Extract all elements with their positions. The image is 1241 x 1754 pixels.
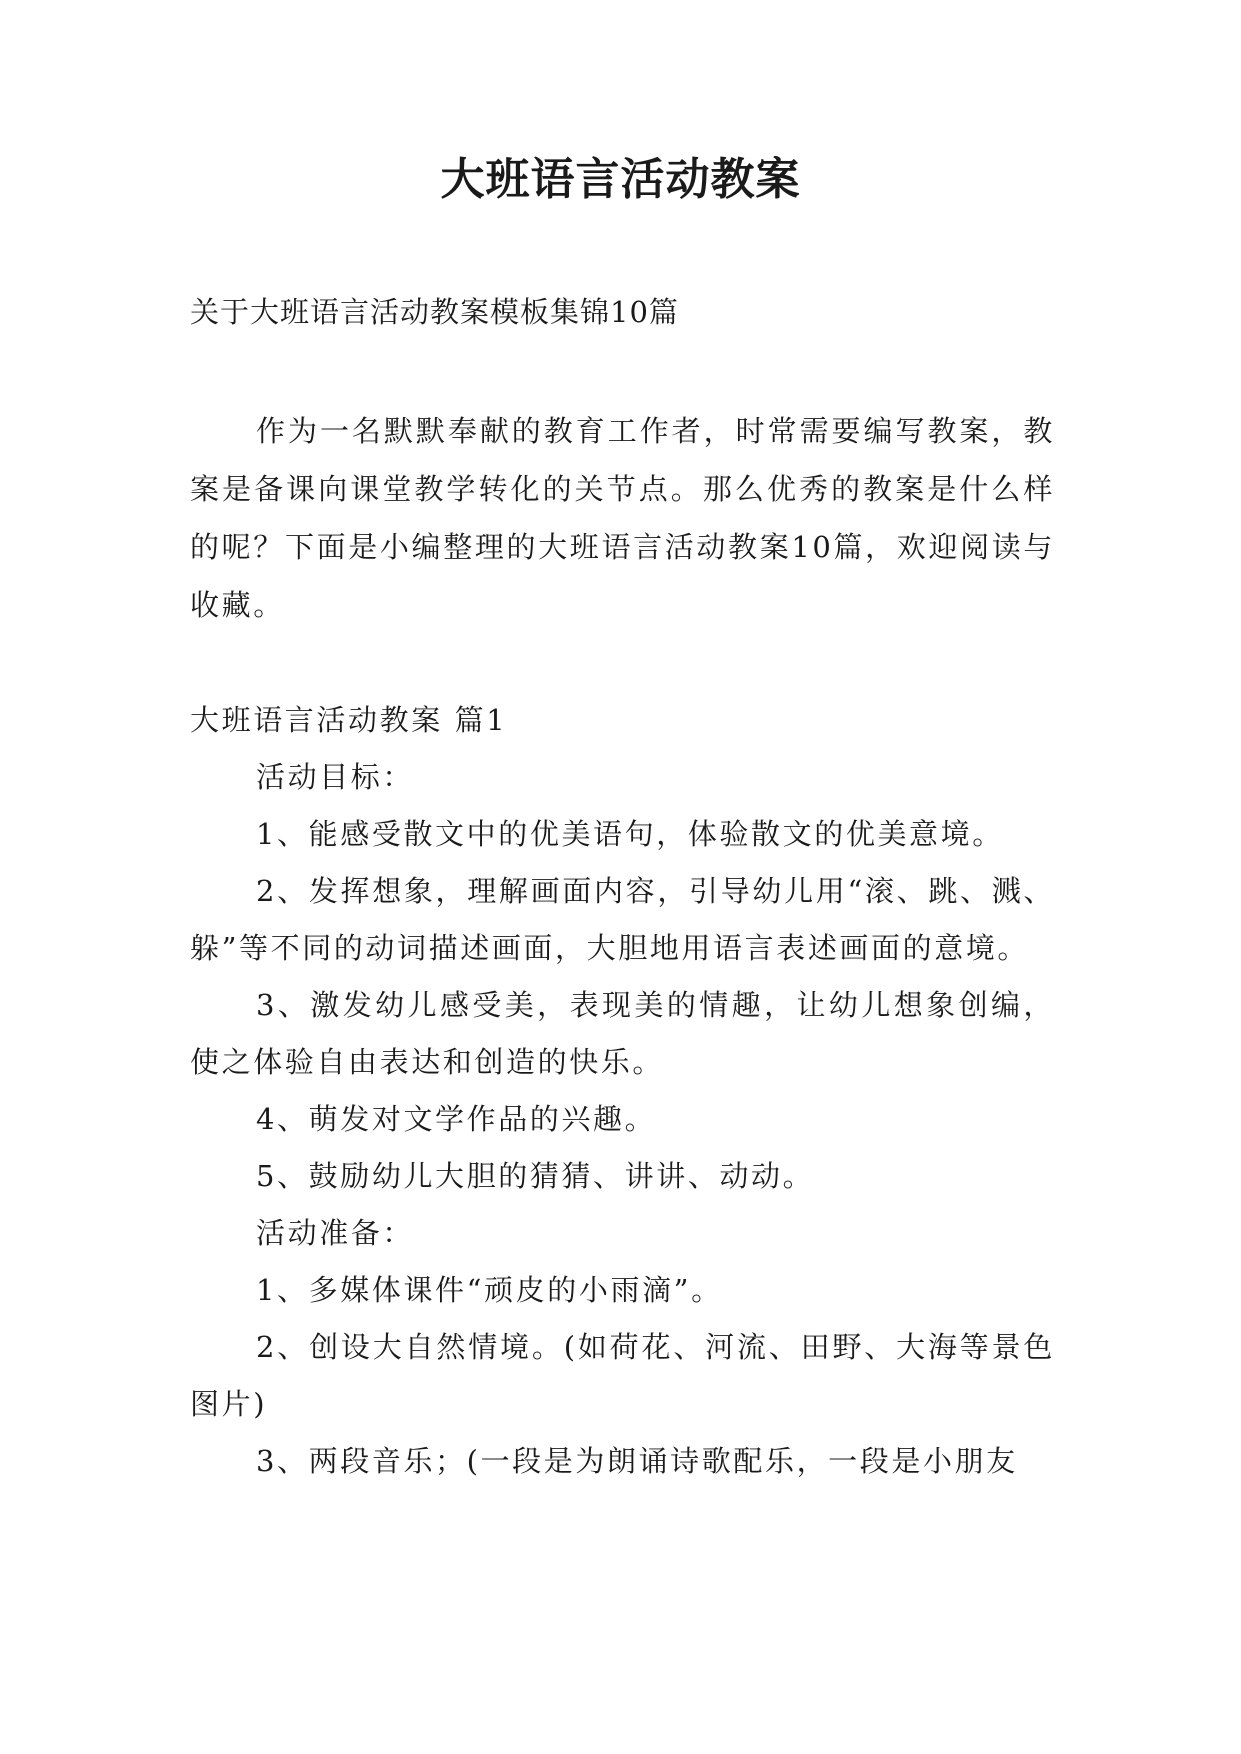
goal-item: 3、激发幼儿感受美，表现美的情趣，让幼儿想象创编，使之体验自由表达和创造的快乐。	[190, 988, 1055, 1079]
goal-item: 4、萌发对文学作品的兴趣。	[256, 1102, 657, 1136]
prep-item: 3、两段音乐；(一段是为朗诵诗歌配乐，一段是小朋友	[256, 1444, 1018, 1478]
document-subtitle: 关于大班语言活动教案模板集锦10篇	[190, 295, 679, 329]
prep-heading: 活动准备：	[256, 1216, 415, 1250]
goal-item: 5、鼓励幼儿大胆的猜猜、讲讲、动动。	[256, 1159, 815, 1193]
lesson-plan-section	[190, 692, 1055, 1490]
prep-item: 1、多媒体课件“顽皮的小雨滴”。	[256, 1273, 723, 1307]
intro-paragraph: 作为一名默默奉献的教育工作者，时常需要编写教案，教案是备课向课堂教学转化的关节点。那么优秀的教案是什么样的呢？下面是小编整理的大班语言活动教案10篇，欢迎阅读与收藏。	[190, 414, 1055, 622]
goal-item: 1、能感受散文中的优美语句，体验散文的优美意境。	[256, 817, 1004, 851]
goals-heading: 活动目标：	[256, 760, 415, 794]
prep-item: 2、创设大自然情境。(如荷花、河流、田野、大海等景色图片)	[190, 1330, 1055, 1421]
goal-item: 2、发挥想象，理解画面内容，引导幼儿用“滚、跳、溅、躲”等不同的动词描述画面，大胆地用语言表述画面的意境。	[190, 874, 1055, 965]
document-title: 大班语言活动教案	[440, 154, 801, 205]
section-heading: 大班语言活动教案 篇1	[190, 703, 508, 737]
